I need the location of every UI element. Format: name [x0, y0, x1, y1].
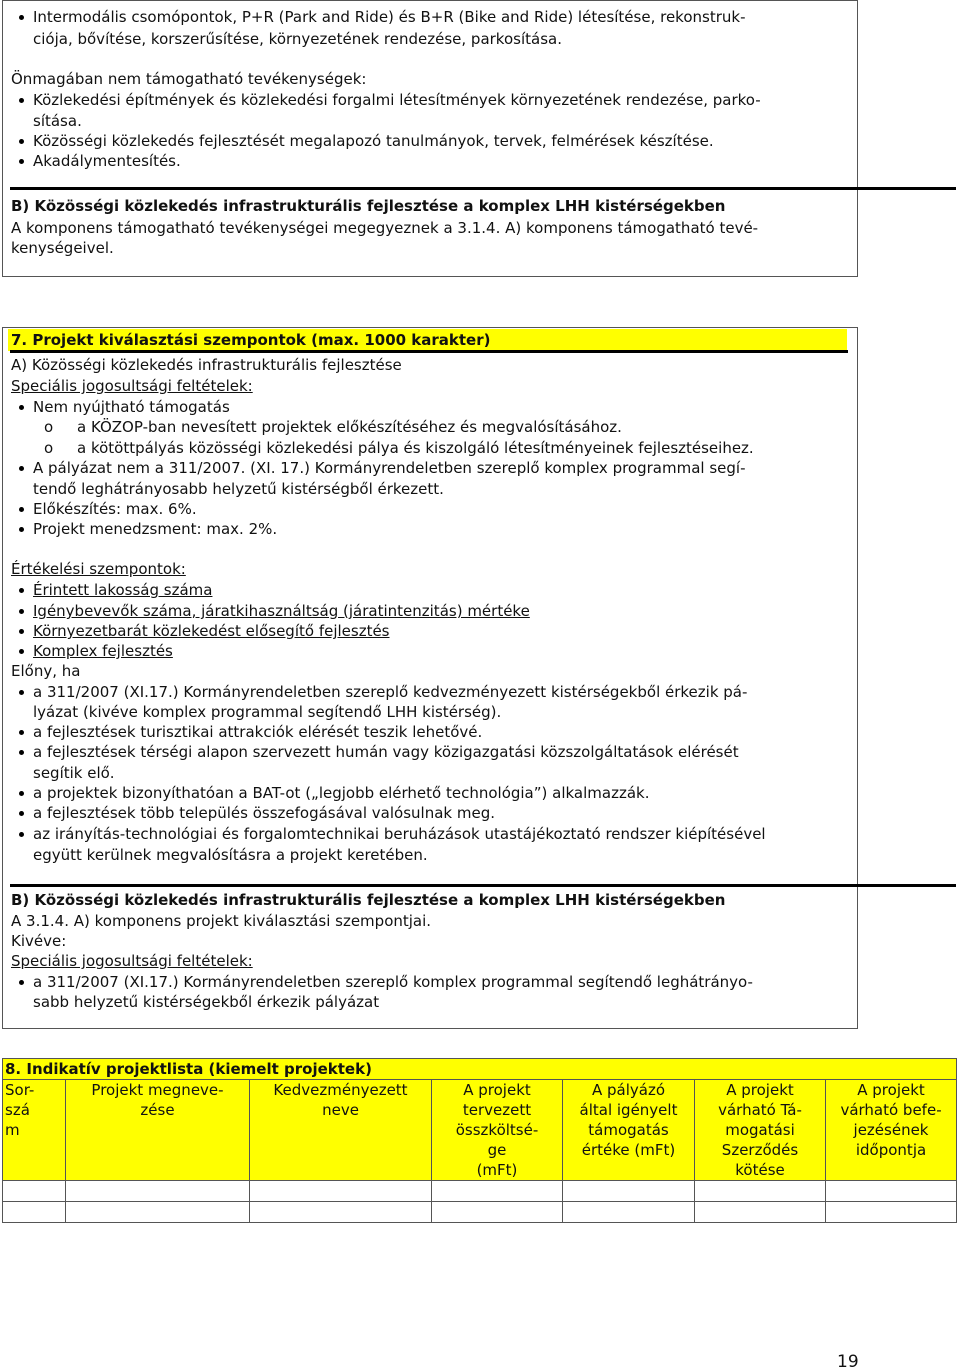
- paragraph: kenységeivel.: [11, 239, 114, 257]
- list-item-continuation: együtt kerülnek megvalósításra a projekt keretében.: [33, 846, 428, 864]
- section-a-heading: A) Közösségi közlekedés infrastrukturális fejlesztése: [11, 356, 402, 374]
- table-title: 8. Indikatív projektlista (kiemelt projektek): [3, 1059, 957, 1080]
- list-item: Közlekedési építmények és közlekedési forgalmi létesítmények környezetének rendezése, parko-: [33, 91, 761, 109]
- subheading: Speciális jogosultsági feltételek:: [11, 377, 253, 395]
- project-list-table: [2, 1058, 957, 1223]
- table-cell: [3, 1202, 66, 1223]
- list-item-continuation: lyázat (kivéve komplex programmal segítendő LHH kistérség).: [33, 703, 502, 721]
- list-item: az irányítás-technológiai és forgalomtechnikai beruházások utastájékoztató rendszer kiépítésével: [33, 825, 766, 843]
- criteria-item: Komplex fejlesztés: [33, 642, 173, 660]
- list-item: Nem nyújtható támogatás: [33, 398, 230, 416]
- table-cell: [66, 1202, 250, 1223]
- sub-list-item: o a kötöttpályás közösségi közlekedési pálya és kiszolgáló létesítményeinek fejlesztéseihez.: [77, 438, 754, 458]
- sub-list-item: o a KÖZOP-ban nevesített projektek előkészítéséhez és megvalósításához.: [77, 417, 622, 437]
- page-number: 19: [837, 1352, 859, 1372]
- list-item: Intermodális csomópontok, P+R (Park and Ride) és B+R (Bike and Ride) létesítése, rekonstruk-: [33, 8, 746, 26]
- criteria-item: Környezetbarát közlekedést elősegítő fejlesztés: [33, 622, 390, 640]
- list-item: Akadálymentesítés.: [33, 152, 181, 170]
- paragraph: A 3.1.4. A) komponens projekt kiválasztási szempontjai.: [11, 912, 432, 930]
- section-divider: [10, 187, 956, 190]
- table-cell: [695, 1181, 826, 1202]
- section-b-heading: B) Közösségi közlekedés infrastrukturális fejlesztése a komplex LHH kistérségekben: [11, 197, 726, 215]
- list-item-continuation: sítása.: [33, 112, 82, 130]
- col-header-project-name: Projekt megneve- zése: [66, 1080, 250, 1181]
- table-cell: [3, 1181, 66, 1202]
- section-heading: Önmagában nem támogatható tevékenységek:: [11, 70, 367, 88]
- list-item: a fejlesztések több település összefogásával valósulnak meg.: [33, 804, 495, 822]
- table-cell: [826, 1202, 957, 1223]
- list-item: Előkészítés: max. 6%.: [33, 500, 197, 518]
- col-header-total-cost: A projekt tervezett összköltsé- ge (mFt): [432, 1080, 563, 1181]
- list-item: a fejlesztések térségi alapon szervezett humán vagy közigazgatási közszolgáltatások elérését: [33, 743, 739, 761]
- subheading: Speciális jogosultsági feltételek:: [11, 952, 253, 970]
- list-item-continuation: ciója, bővítése, korszerűsítése, környezetének rendezése, parkosítása.: [33, 30, 562, 48]
- paragraph: Kivéve:: [11, 932, 67, 950]
- list-item: a projektek bizonyíthatóan a BAT-ot („legjobb elérhető technológia”) alkalmazzák.: [33, 784, 650, 802]
- table-cell: [563, 1202, 695, 1223]
- section-divider: [10, 884, 956, 887]
- criteria-item: Igénybevevők száma, járatkihasználtság (járatintenzitás) mértéke: [33, 602, 530, 620]
- table-cell: [250, 1202, 432, 1223]
- subheading: Értékelési szempontok:: [11, 560, 186, 578]
- table-cell: [250, 1181, 432, 1202]
- section-7-title: 7. Projekt kiválasztási szempontok (max. 1000 karakter): [11, 331, 491, 349]
- col-header-completion-date: A projekt várható befe- jezésének időpontja: [826, 1080, 957, 1181]
- col-header-beneficiary: Kedvezményezett neve: [250, 1080, 432, 1181]
- list-item: Közösségi közlekedés fejlesztését megalapozó tanulmányok, tervek, felmérések készítése.: [33, 132, 714, 150]
- list-item: a fejlesztések turisztikai attrakciók elérését teszik lehetővé.: [33, 723, 483, 741]
- table-row: [3, 1202, 957, 1223]
- list-item: a 311/2007 (XI.17.) Kormányrendeletben szereplő kedvezményezett kistérségekből érkezik pá-: [33, 683, 748, 701]
- table-cell: [432, 1202, 563, 1223]
- col-header-contract-signing: A projekt várható Tá- mogatási Szerződés kötése: [695, 1080, 826, 1181]
- table-cell: [432, 1181, 563, 1202]
- col-header-requested-support: A pályázó által igényelt támogatás értéke (mFt): [563, 1080, 695, 1181]
- paragraph: Előny, ha: [11, 662, 81, 680]
- table-cell: [66, 1181, 250, 1202]
- section-b-heading: B) Közösségi közlekedés infrastrukturális fejlesztése a komplex LHH kistérségekben: [11, 891, 726, 909]
- table-cell: [826, 1181, 957, 1202]
- criteria-item: Érintett lakosság száma: [33, 581, 213, 599]
- list-item-continuation: tendő leghátrányosabb helyzetű kistérségből érkezett.: [33, 480, 444, 498]
- list-item-continuation: segítik elő.: [33, 764, 115, 782]
- list-item-continuation: sabb helyzetű kistérségekből érkezik pályázat: [33, 993, 380, 1011]
- list-item: A pályázat nem a 311/2007. (XI. 17.) Kormányrendeletben szereplő komplex programmal segí-: [33, 459, 746, 477]
- table-row: [3, 1181, 957, 1202]
- list-item: a 311/2007 (XI.17.) Kormányrendeletben szereplő komplex programmal segítendő leghátrányo-: [33, 973, 753, 991]
- section-divider: [10, 350, 848, 353]
- col-header-number: Sor- szá m: [3, 1080, 66, 1181]
- paragraph: A komponens támogatható tevékenységei megegyeznek a 3.1.4. A) komponens támogatható tevé-: [11, 219, 759, 237]
- table-cell: [695, 1202, 826, 1223]
- table-cell: [563, 1181, 695, 1202]
- list-item: Projekt menedzsment: max. 2%.: [33, 520, 278, 538]
